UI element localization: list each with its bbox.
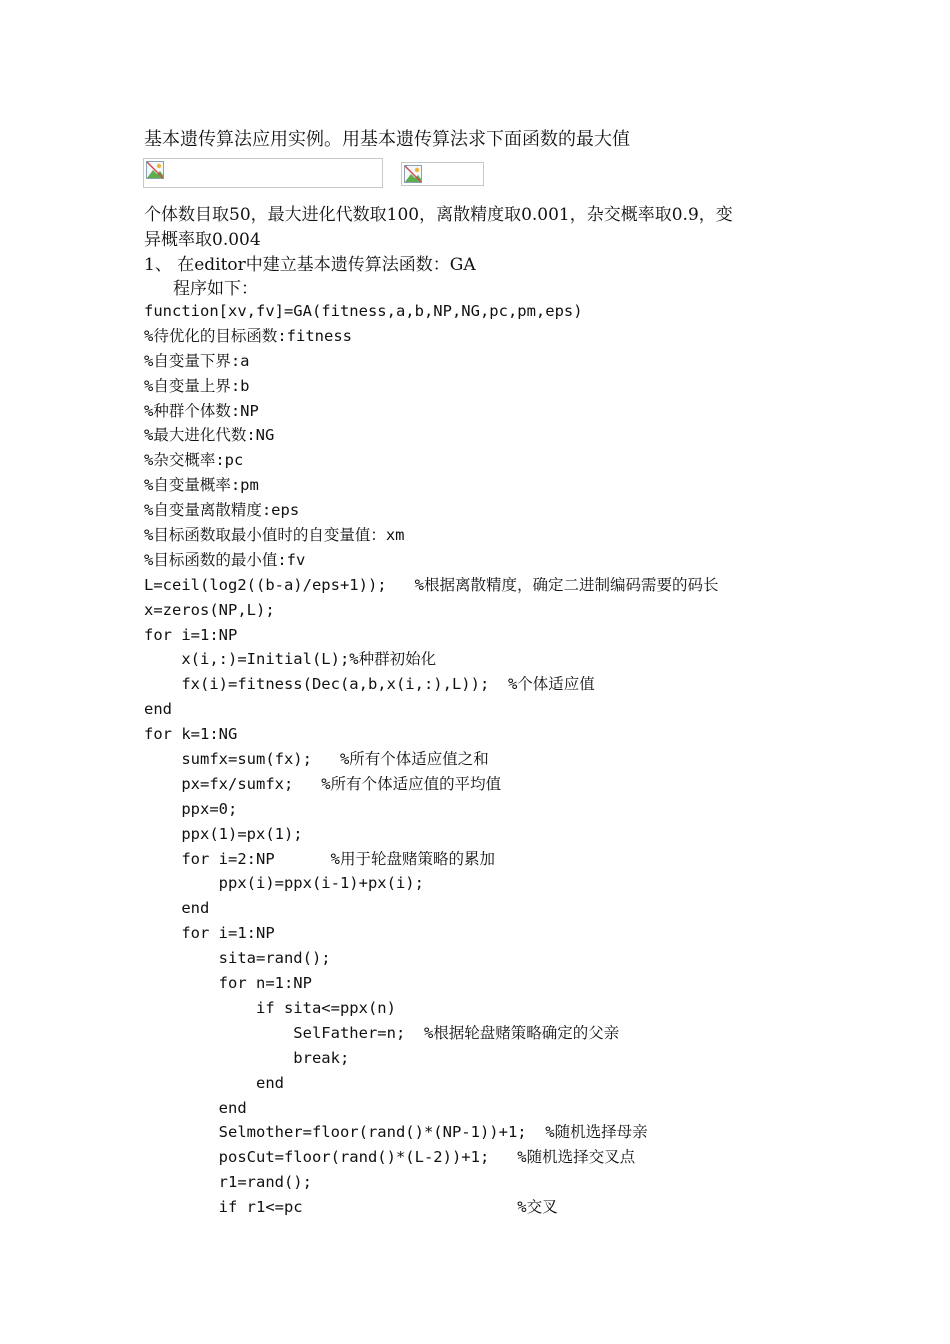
- code-line: function[xv,fv]=GA(fitness,a,b,NP,NG,pc,pm,eps): [144, 302, 583, 320]
- code-line: fx(i)=fitness(Dec(a,b,x(i,:),L)); %个体适应值: [144, 675, 595, 694]
- code-line: %目标函数取最小值时的自变量值：xm: [144, 526, 405, 545]
- broken-image-icon: [146, 161, 164, 179]
- broken-image-icon: [404, 165, 422, 183]
- code-line: SelFather=n; %根据轮盘赌策略确定的父亲: [144, 1023, 620, 1042]
- code-line: L=ceil(log2((b-a)/eps+1)); %根据离散精度，确定二进制编码需要的码长: [144, 575, 719, 594]
- code-listing: [144, 299, 718, 1220]
- code-line: ppx(1)=px(1);: [144, 824, 303, 843]
- code-line: %自变量离散精度:eps: [144, 501, 300, 520]
- intro-line-1: 个体数目取50，最大进化代数取100，离散精度取0.001，杂交概率取0.9，变: [144, 205, 733, 225]
- code-line: ppx=0;: [144, 799, 238, 818]
- program-label: 程序如下：: [173, 279, 258, 299]
- formula-image-placeholder: [143, 158, 383, 188]
- code-line: end: [144, 700, 172, 719]
- code-line: ppx(i)=ppx(i-1)+px(i);: [144, 874, 424, 893]
- code-line: posCut=floor(rand()*(L-2))+1; %随机选择交叉点: [144, 1148, 636, 1167]
- step-1-heading: 1、 在editor中建立基本遗传算法函数：GA: [144, 255, 476, 275]
- code-line: %杂交概率:pc: [144, 451, 244, 470]
- code-line: for i=1:NP: [144, 924, 275, 943]
- code-line: %自变量下界:a: [144, 351, 250, 370]
- code-line: %待优化的目标函数:fitness: [144, 326, 352, 345]
- code-line: r1=rand();: [144, 1173, 312, 1192]
- domain-image-placeholder: [401, 162, 484, 186]
- code-line: sumfx=sum(fx); %所有个体适应值之和: [144, 750, 489, 769]
- code-line: %最大进化代数:NG: [144, 426, 275, 445]
- code-line: Selmother=floor(rand()*(NP-1))+1; %随机选择母亲: [144, 1123, 648, 1142]
- code-line: x(i,:)=Initial(L);%种群初始化: [144, 650, 437, 669]
- document-title: 基本遗传算法应用实例。用基本遗传算法求下面函数的最大值: [144, 129, 630, 150]
- code-line: end: [144, 1073, 284, 1092]
- code-line: %种群个体数:NP: [144, 401, 259, 420]
- code-line: if r1<=pc %交叉: [144, 1198, 558, 1217]
- intro-line-2: 异概率取0.004: [144, 230, 261, 250]
- code-line: if sita<=ppx(n): [144, 998, 396, 1017]
- code-line: sita=rand();: [144, 949, 331, 968]
- code-line: px=fx/sumfx; %所有个体适应值的平均值: [144, 774, 502, 793]
- code-line: for i=2:NP %用于轮盘赌策略的累加: [144, 849, 495, 868]
- code-line: end: [144, 899, 210, 918]
- code-line: %自变量上界:b: [144, 376, 250, 395]
- code-line: break;: [144, 1048, 350, 1067]
- code-line: for i=1:NP: [144, 625, 238, 644]
- code-line: end: [144, 1098, 247, 1117]
- code-line: for n=1:NP: [144, 974, 312, 993]
- code-line: %自变量概率:pm: [144, 476, 259, 495]
- code-line: for k=1:NG: [144, 725, 238, 744]
- code-line: x=zeros(NP,L);: [144, 600, 275, 619]
- code-line: %目标函数的最小值:fv: [144, 550, 306, 569]
